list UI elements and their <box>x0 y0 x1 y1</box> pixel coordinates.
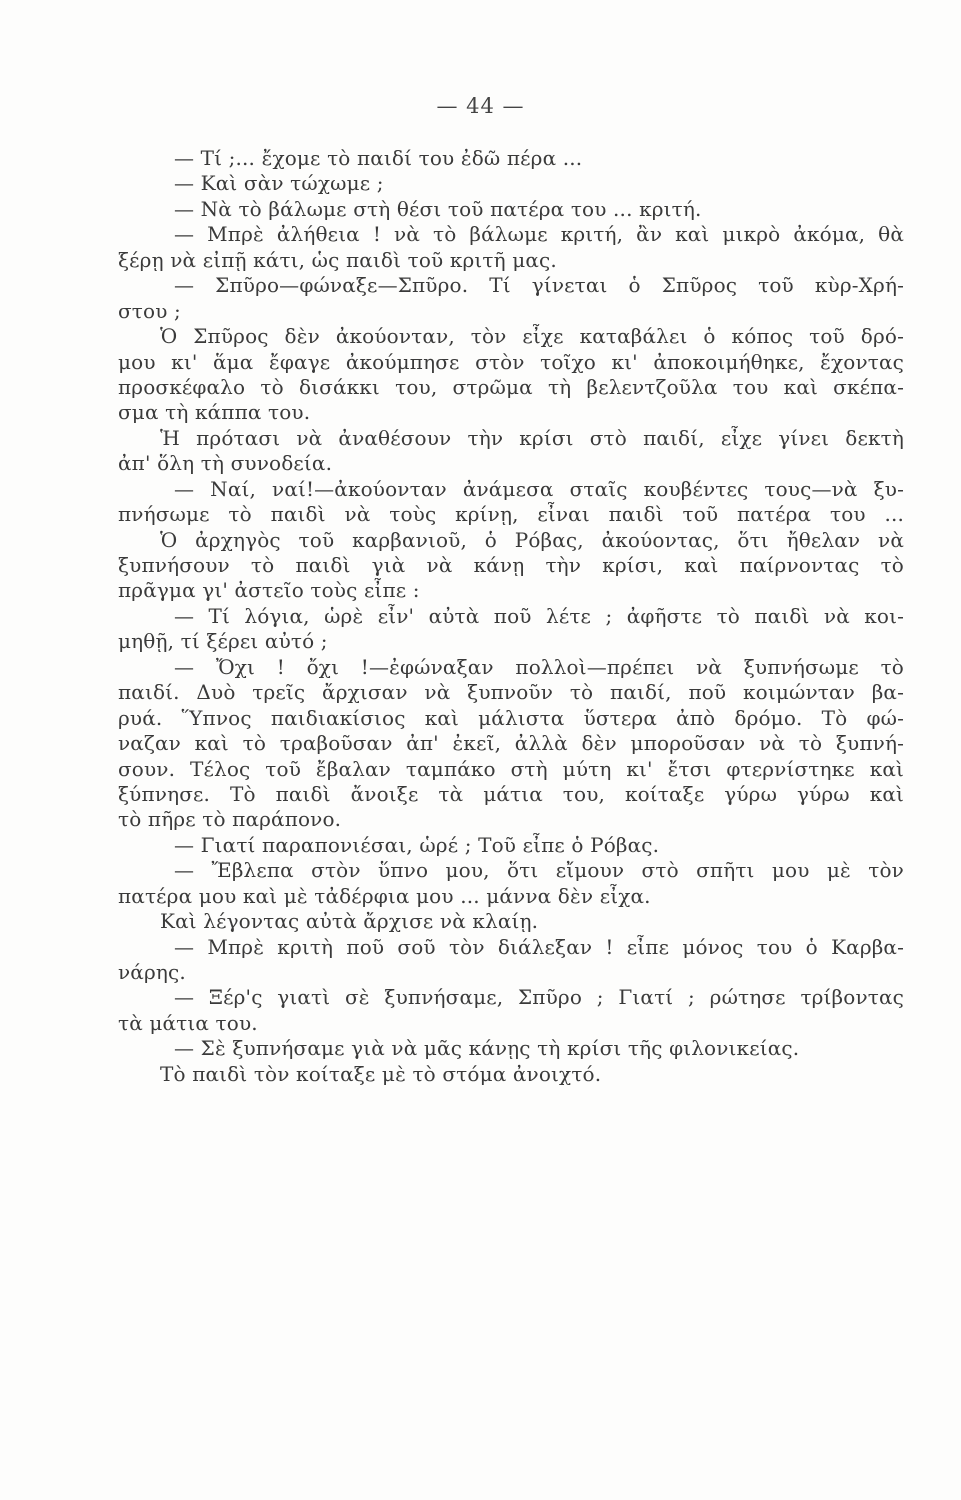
text-line: — Μπρὲ κριτὴ ποῦ σοῦ τὸν διάλεξαν ! εἶπε μόνος του ὁ Καρβα- <box>174 934 904 959</box>
text-line: — Νὰ τὸ βάλωμε στὴ θέσι τοῦ πατέρα του ... κριτή. <box>174 196 702 221</box>
body-text <box>118 146 904 1087</box>
text-line: — Τί λόγια, ὡρὲ εἶν' αὐτὰ ποῦ λέτε ; ἀφῆστε τὸ παιδὶ νὰ κοι- <box>174 603 904 628</box>
text-line: — Τί ;... ἔχομε τὸ παιδί του ἐδῶ πέρα ... <box>174 146 583 170</box>
text-line: ξυπνήσουν τὸ παιδὶ γιὰ νὰ κάνῃ τὴν κρίσι, καὶ παίρνοντας τὸ <box>118 553 904 577</box>
text-line: — Ἔβλεπα στὸν ὕπνο μου, ὅτι εἴμουν στὸ σπῆτι μου μὲ τὸν <box>174 858 904 883</box>
text-line: — Ξέρ'ς γιατὶ σὲ ξυπνήσαμε, Σπῦρο ; Γιατί ; ρώτησε τρίβοντας <box>174 985 904 1010</box>
page-number: — 44 — <box>436 94 525 118</box>
text-line: σουν. Τέλος τοῦ ἔβαλαν ταμπάκο στὴ μύτη κι' ἔτσι φτερνίστηκε καὶ <box>118 756 904 781</box>
text-line: ρυά. Ὕπνος παιδιακίσιος καὶ μάλιστα ὕστερα ἀπὸ δρόμο. Τὸ φώ- <box>118 705 904 730</box>
text-line: — Σπῦρο—φώναξε—Σπῦρο. Τί γίνεται ὁ Σπῦρος τοῦ κὺρ-Χρή- <box>174 273 904 298</box>
text-line: Καὶ λέγοντας αὐτὰ ἄρχισε νὰ κλαίῃ. <box>160 909 539 934</box>
text-line: — Σὲ ξυπνήσαμε γιὰ νὰ μᾶς κάνῃς τὴ κρίσι τῆς φιλονικείας. <box>174 1036 800 1061</box>
text-line: Ὁ Σπῦρος δὲν ἀκούονταν, τὸν εἶχε καταβάλει ὁ κόπος τοῦ δρό- <box>160 324 904 349</box>
text-line: — Μπρὲ ἀλήθεια ! νὰ τὸ βάλωμε κριτή, ἂν καὶ μικρὸ ἀκόμα, θὰ <box>174 222 904 247</box>
text-line: — Γιατί παραπονιέσαι, ὡρέ ; Τοῦ εἶπε ὁ Ρόβας. <box>174 832 660 857</box>
text-line: μου κι' ἅμα ἔφαγε ἀκούμπησε στὸν τοῖχο κι' ἀποκοιμήθηκε, ἔχοντας <box>118 349 904 374</box>
text-line: προσκέφαλο τὸ δισάκκι του, στρῶμα τὴ βελεντζοῦλα του καὶ σκέπα- <box>118 374 904 399</box>
text-line: πρᾶγμα γι' ἀστεῖο τοὺς εἶπε : <box>118 578 420 603</box>
text-line: νάρης. <box>118 960 186 984</box>
text-line: Ἡ πρότασι νὰ ἀναθέσουν τὴν κρίσι στὸ παιδί, εἶχε γίνει δεκτὴ <box>160 425 904 450</box>
text-line: σμα τὴ κάππα του. <box>118 400 311 425</box>
text-line: τὰ μάτια του. <box>118 1010 258 1035</box>
text-line: — Ναί, ναί!—ἀκούονταν ἀνάμεσα σταῖς κουβέντες τους—νὰ ξυ- <box>174 476 904 501</box>
text-line: τὸ πῆρε τὸ παράπονο. <box>118 807 342 832</box>
text-line: ξύπνησε. Τὸ παιδὶ ἄνοιξε τὰ μάτια του, κοίταξε γύρω γύρω καὶ <box>118 781 904 806</box>
text-line: παιδί. Δυὸ τρεῖς ἄρχισαν νὰ ξυπνοῦν τὸ παιδί, ποῦ κοιμώνταν βα- <box>118 680 904 705</box>
text-line: Τὸ παιδὶ τὸν κοίταξε μὲ τὸ στόμα ἀνοιχτό. <box>160 1061 602 1086</box>
text-line: μηθῇ, τί ξέρει αὐτό ; <box>118 629 328 654</box>
text-line: Ὁ ἀρχηγὸς τοῦ καρβανιοῦ, ὁ Ρόβας, ἀκούοντας, ὅτι ἤθελαν νὰ <box>160 527 904 552</box>
text-line: πατέρα μου καὶ μὲ τἀδέρφια μου ... μάννα δὲν εἶχα. <box>118 883 651 908</box>
text-line: ναζαν καὶ τὸ τραβοῦσαν ἀπ' ἐκεῖ, ἀλλὰ δὲν μποροῦσαν νὰ τὸ ξυπνή- <box>118 731 904 756</box>
text-line: στου ; <box>118 298 181 323</box>
text-line: ἀπ' ὅλη τὴ συνοδεία. <box>118 451 333 476</box>
text-line: ξέρῃ νὰ εἰπῇ κάτι, ὡς παιδὶ τοῦ κριτῆ μας. <box>118 247 557 272</box>
text-line: — Ὄχι ! ὄχι !—ἐφώναξαν πολλοὶ—πρέπει νὰ ξυπνήσωμε τὸ <box>174 654 904 679</box>
text-line: — Καὶ σὰν τώχωμε ; <box>174 171 384 196</box>
text-line: πνήσωμε τὸ παιδὶ νὰ τοὺς κρίνῃ, εἶναι παιδὶ τοῦ πατέρα του ... <box>118 502 904 527</box>
